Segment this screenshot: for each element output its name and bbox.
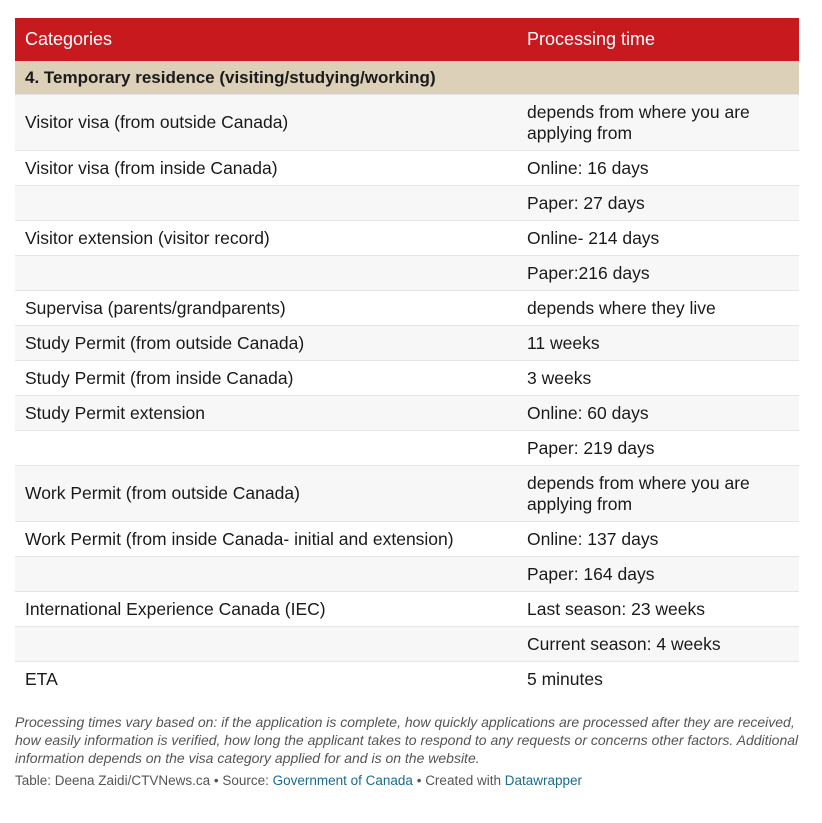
category-cell: Study Permit (from inside Canada) xyxy=(15,361,517,396)
category-cell: Study Permit extension xyxy=(15,396,517,431)
table-row xyxy=(15,466,799,522)
processing-time-cell: Online: 60 days xyxy=(517,396,799,431)
table-row xyxy=(15,186,799,221)
source-label: Source: xyxy=(222,773,273,788)
table-row xyxy=(15,256,799,291)
table-row xyxy=(15,291,799,326)
category-cell: Supervisa (parents/grandparents) xyxy=(15,291,517,326)
category-cell xyxy=(15,431,517,466)
processing-time-cell: depends from where you are applying from xyxy=(517,466,799,522)
table-row xyxy=(15,95,799,151)
created-label: Created with xyxy=(425,773,505,788)
category-cell: Study Permit (from outside Canada) xyxy=(15,326,517,361)
table-row xyxy=(15,396,799,431)
processing-time-cell: Last season: 23 weeks xyxy=(517,592,799,627)
processing-time-cell: depends where they live xyxy=(517,291,799,326)
table-row xyxy=(15,361,799,396)
table-credit: Table: Deena Zaidi/CTVNews.ca xyxy=(15,773,211,788)
processing-time-cell: Paper: 164 days xyxy=(517,557,799,592)
section-row xyxy=(15,61,799,95)
table-row xyxy=(15,431,799,466)
footer-separator-2: • xyxy=(412,773,426,788)
datawrapper-link[interactable]: Datawrapper xyxy=(504,773,583,788)
source-link[interactable]: Government of Canada xyxy=(272,773,413,788)
table-row xyxy=(15,557,799,592)
processing-time-cell: Current season: 4 weeks xyxy=(517,627,799,662)
processing-time-cell: Online- 214 days xyxy=(517,221,799,256)
category-cell: Visitor visa (from outside Canada) xyxy=(15,95,517,151)
processing-times-table-container xyxy=(15,18,799,696)
processing-time-cell: 5 minutes xyxy=(517,662,799,697)
table-notes: Processing times vary based on: if the application is complete, how quickly applications are processed after they are received, how easily information is verified, how long the applicant takes to respond to any requests or concerns other factors. Additional information depends on the visa category applied for and is on the website. xyxy=(15,714,799,766)
category-cell: Visitor visa (from inside Canada) xyxy=(15,151,517,186)
table-row xyxy=(15,662,799,697)
header-processing-time[interactable]: Processing time xyxy=(517,18,799,61)
processing-time-cell: 11 weeks xyxy=(517,326,799,361)
category-cell xyxy=(15,186,517,221)
processing-time-cell: 3 weeks xyxy=(517,361,799,396)
category-cell: Work Permit (from inside Canada- initial and extension) xyxy=(15,522,517,557)
table-header-row xyxy=(15,18,799,61)
table-footer xyxy=(15,773,799,788)
footer-separator-1: • xyxy=(210,773,223,788)
category-cell xyxy=(15,557,517,592)
processing-time-cell: Paper: 27 days xyxy=(517,186,799,221)
table-row xyxy=(15,592,799,627)
table-row xyxy=(15,151,799,186)
table-row xyxy=(15,522,799,557)
processing-time-cell: Online: 16 days xyxy=(517,151,799,186)
category-cell xyxy=(15,256,517,291)
processing-time-cell: Paper:216 days xyxy=(517,256,799,291)
header-categories[interactable]: Categories xyxy=(15,18,517,61)
processing-times-table xyxy=(15,18,799,696)
category-cell: Visitor extension (visitor record) xyxy=(15,221,517,256)
table-row xyxy=(15,326,799,361)
section-title: 4. Temporary residence (visiting/studying/working) xyxy=(15,61,799,95)
processing-time-cell: Online: 137 days xyxy=(517,522,799,557)
category-cell: International Experience Canada (IEC) xyxy=(15,592,517,627)
table-row xyxy=(15,627,799,662)
category-cell xyxy=(15,627,517,662)
category-cell: Work Permit (from outside Canada) xyxy=(15,466,517,522)
processing-time-cell: Paper: 219 days xyxy=(517,431,799,466)
table-row xyxy=(15,221,799,256)
category-cell: ETA xyxy=(15,662,517,697)
processing-time-cell: depends from where you are applying from xyxy=(517,95,799,151)
